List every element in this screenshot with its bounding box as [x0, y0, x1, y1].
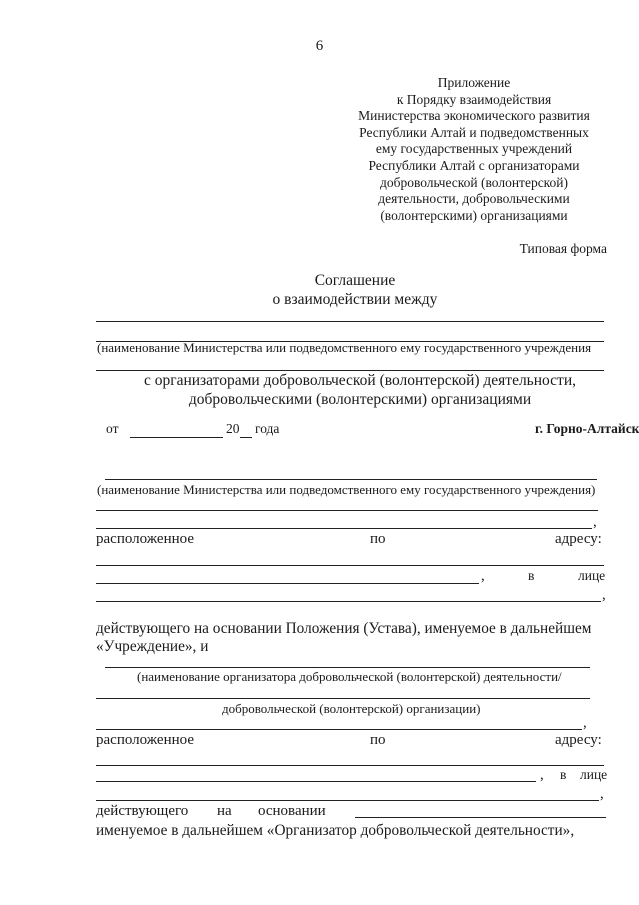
appendix-line: Приложение	[437, 75, 511, 90]
appendix-line: ему государственных учреждений	[375, 141, 573, 157]
party1-name-line[interactable]	[96, 528, 592, 529]
agreement-subtitle: с организаторами добровольческой (волонтерской) деятельности,	[143, 372, 577, 389]
party2-address-line[interactable]	[96, 781, 536, 782]
party2-on-label: на	[217, 803, 232, 819]
appendix-line: (волонтерскими) организациями	[380, 207, 568, 223]
appendix-line: деятельности, добровольческими	[378, 191, 570, 207]
ministry-name-line[interactable]	[96, 370, 604, 371]
party1-address-line[interactable]	[96, 583, 479, 584]
party1-address-label: адресу:	[555, 531, 602, 547]
party2-located-label: расположенное	[96, 732, 194, 748]
party2-basis-label: основании	[258, 803, 326, 819]
organizer-caption: (наименование организатора добровольческой (волонтерской) деятельности/	[137, 669, 562, 684]
party2-address-line[interactable]	[96, 765, 604, 766]
party2-in-label: в	[560, 767, 567, 782]
appendix-line: Республики Алтай и подведомственных	[359, 124, 589, 140]
city-label: г. Горно-Алтайск	[535, 421, 639, 436]
ministry-caption-full: (наименование Министерства или подведомственного ему государственного учреждения)	[97, 482, 596, 497]
date-from-label: от	[106, 421, 119, 436]
party1-person-label: лице	[578, 568, 606, 583]
party1-address-line[interactable]	[96, 565, 604, 566]
appendix-line: добровольческой (волонтерской)	[379, 174, 569, 190]
party2-named-text: именуемое в дальнейшем «Организатор добровольческой деятельности»,	[96, 822, 575, 839]
form-type-label: Типовая форма	[519, 241, 607, 256]
ministry-name-line[interactable]	[96, 321, 604, 322]
party1-located-label: расположенное	[96, 531, 194, 547]
organizer-caption: добровольческой (волонтерской) организации)	[222, 701, 481, 716]
page-number: 6	[315, 38, 324, 54]
comma: ,	[583, 715, 587, 731]
ministry-caption: (наименование Министерства или подведомственного ему государственного учреждения	[97, 340, 592, 355]
organizer-name-line[interactable]	[96, 729, 582, 730]
comma: ,	[600, 786, 604, 802]
date-day-month-field[interactable]	[130, 437, 223, 438]
appendix-block	[330, 75, 618, 224]
party1-at-label: по	[370, 531, 386, 547]
appendix-line: к Порядку взаимодействия	[396, 91, 552, 107]
party2-basis-field[interactable]	[355, 817, 606, 818]
organizer-name-line[interactable]	[105, 667, 590, 668]
agreement-subtitle: добровольческими (волонтерскими) организациями	[188, 391, 532, 408]
comma: ,	[593, 514, 597, 530]
document-title: Соглашение	[314, 272, 396, 289]
party1-basis-text: действующего на основании Положения (Устава), именуемое в дальнейшем	[96, 620, 592, 637]
date-year-field[interactable]	[240, 437, 252, 438]
date-year-suffix: года	[255, 421, 280, 436]
party1-in-label: в	[528, 568, 535, 583]
party1-name-line[interactable]	[96, 510, 598, 511]
comma: ,	[540, 767, 544, 783]
organizer-name-line[interactable]	[96, 698, 590, 699]
date-year-prefix: 20	[226, 421, 240, 436]
party2-at-label: по	[370, 732, 386, 748]
party1-basis-text: «Учреждение», и	[96, 638, 209, 655]
party2-representative-line[interactable]	[96, 800, 599, 801]
document-title-subline: о взаимодействии между	[272, 291, 438, 308]
party1-name-line[interactable]	[105, 479, 597, 480]
comma: ,	[481, 568, 485, 584]
party1-representative-line[interactable]	[96, 601, 601, 602]
appendix-line: Министерства экономического развития	[358, 108, 590, 124]
appendix-line: Республики Алтай с организаторами	[368, 157, 580, 173]
party2-address-label: адресу:	[555, 732, 602, 748]
comma: ,	[602, 587, 606, 603]
party2-acting-label: действующего	[96, 803, 189, 819]
party2-person-label: лице	[580, 767, 608, 782]
